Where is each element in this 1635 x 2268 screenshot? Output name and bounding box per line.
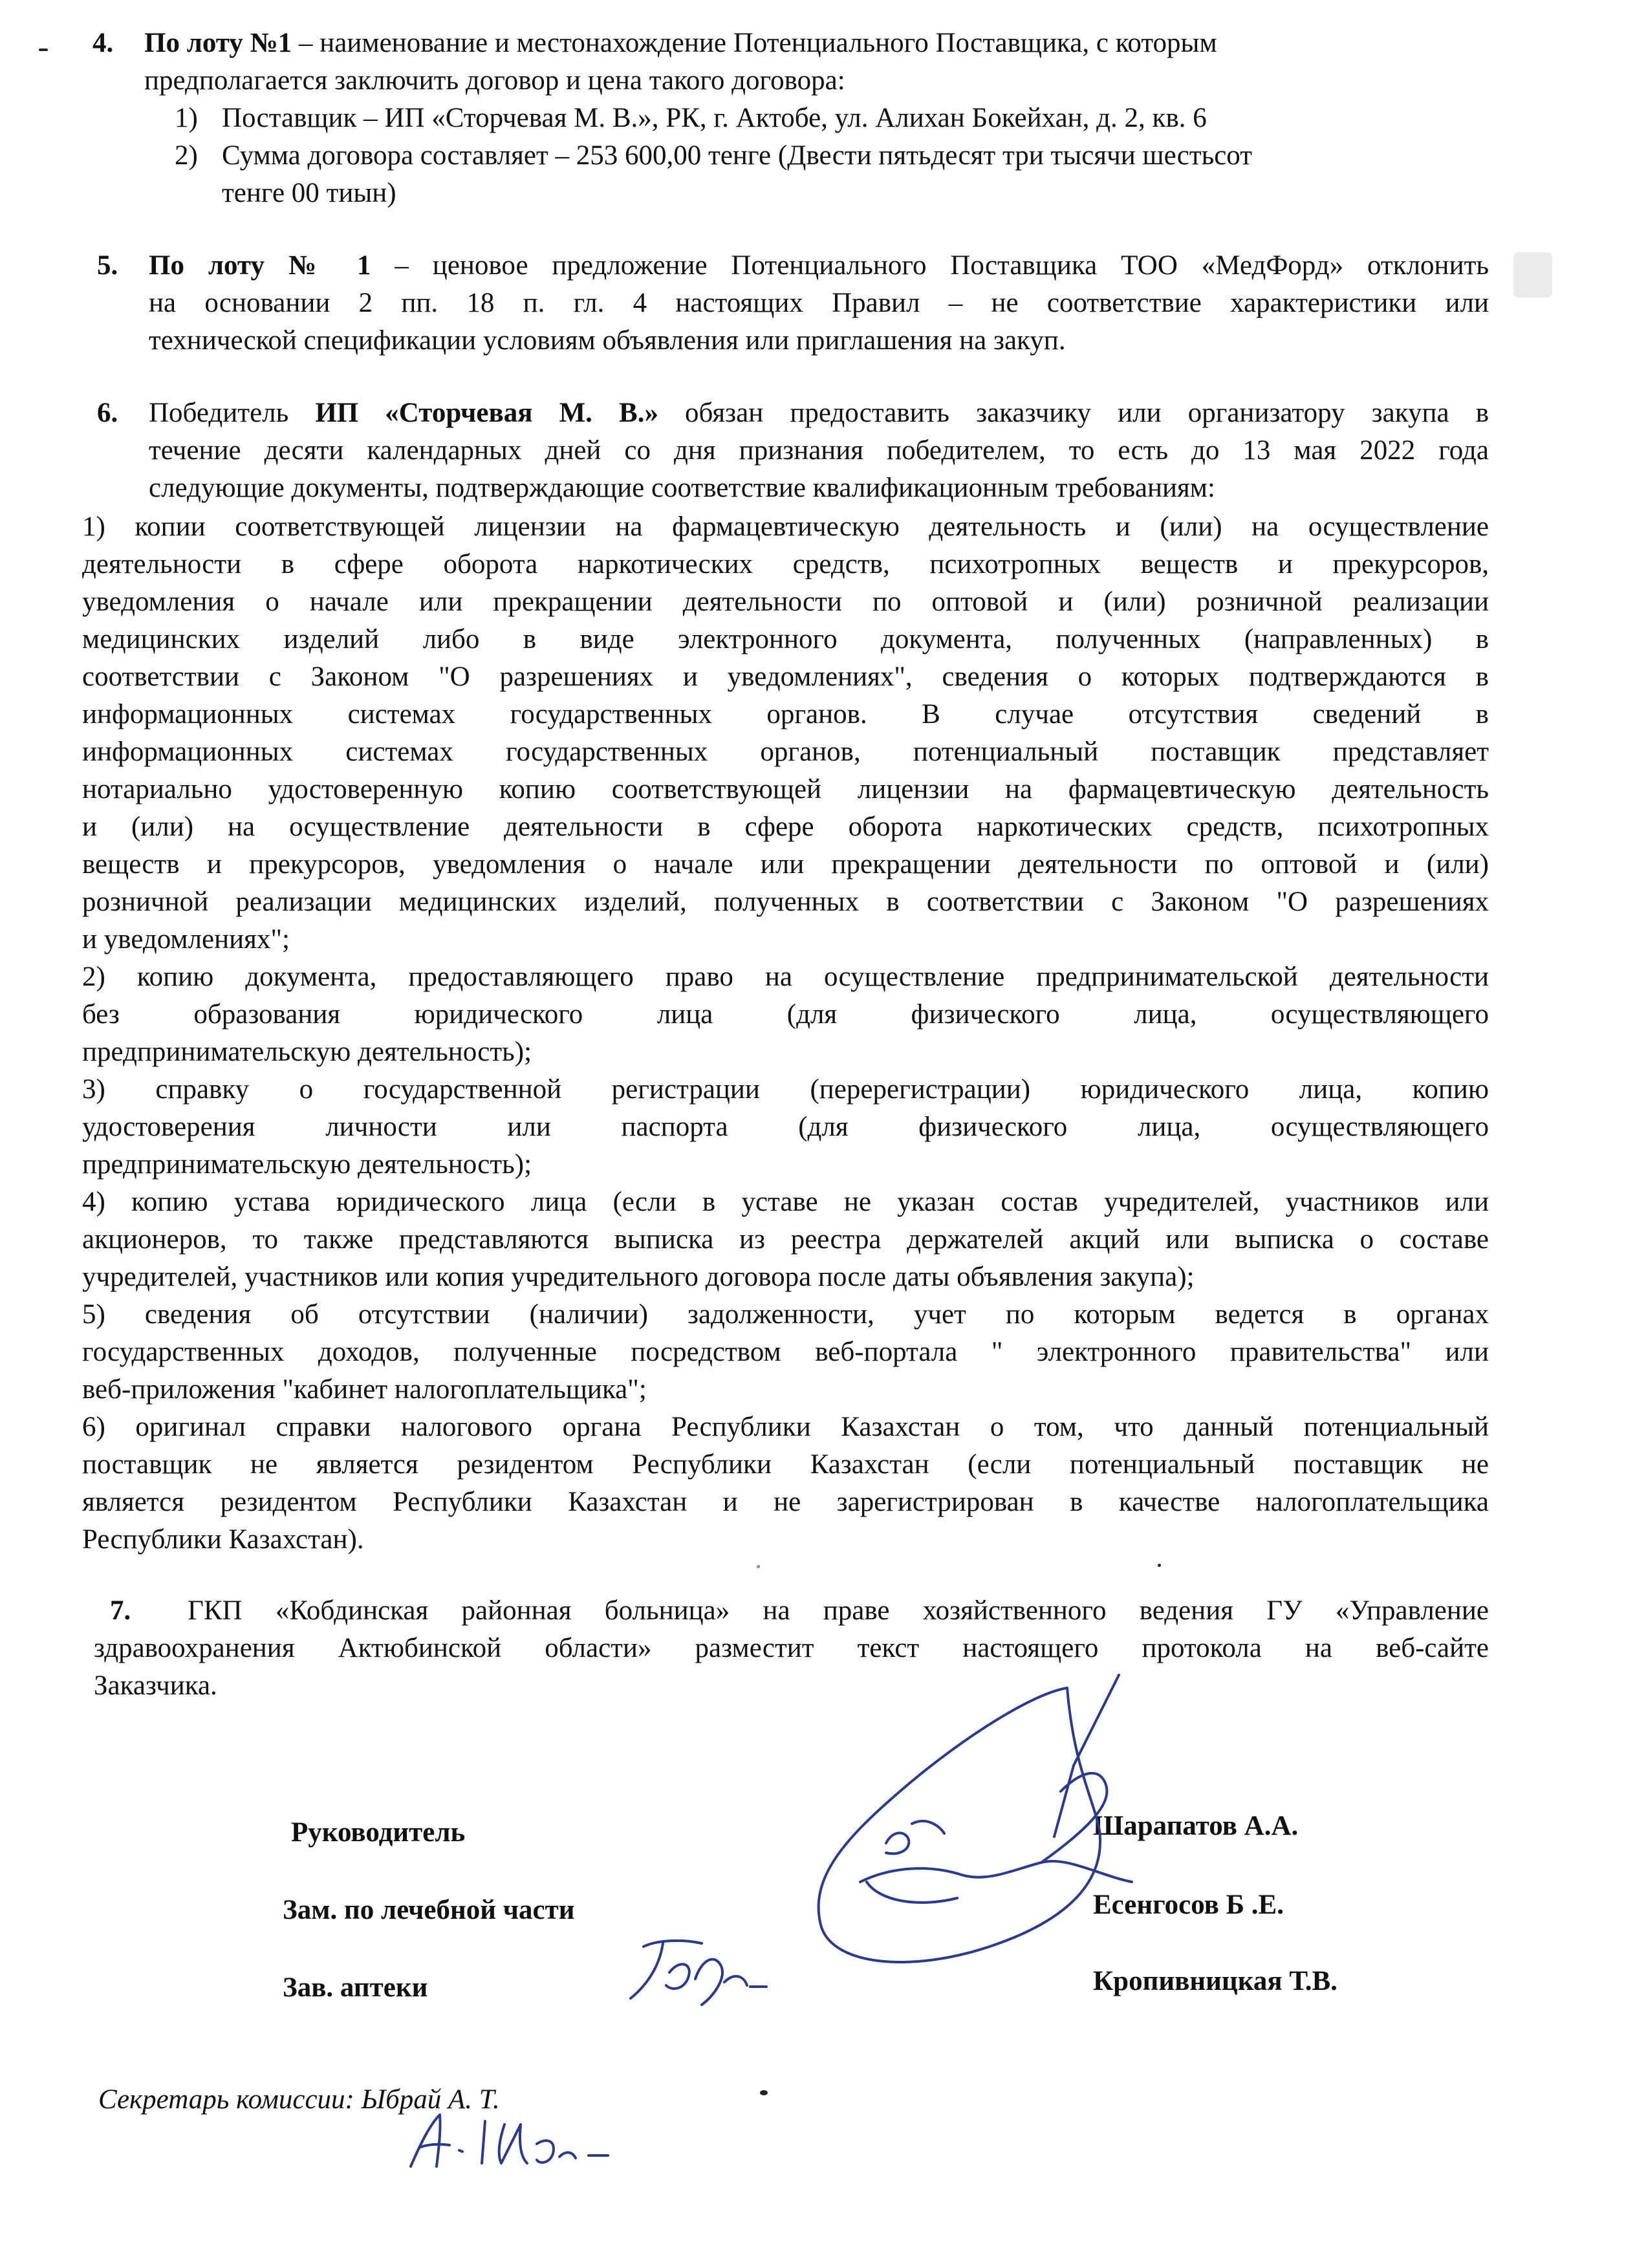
req-line: предпринимательскую деятельность); xyxy=(82,1149,532,1180)
role-pharmacy: Зав. аптеки xyxy=(283,1972,428,2003)
item-7-line-1: ГКП «Кобдинская районная больница» на праве хозяйственного ведения ГУ «Управление xyxy=(188,1595,1489,1626)
req-line: предпринимательскую деятельность); xyxy=(82,1037,532,1067)
pharmacy-signature-icon xyxy=(618,1934,773,2018)
item-5-line-1: По лоту № 1 – ценовое предложение Потенциального Поставщика ТОО «МедФорд» отклонить xyxy=(149,250,1489,281)
scan-smudge xyxy=(1513,252,1552,297)
item-5-line-2: на основании 2 пп. 18 п. гл. 4 настоящих Правил – не соответствие характеристики или xyxy=(149,288,1489,318)
item-4-heading-rest: – наименование и местонахождение Потенциального Поставщика, с которым xyxy=(292,28,1217,58)
item-7-number: 7. xyxy=(110,1595,131,1626)
scan-dot xyxy=(757,1565,760,1568)
item-6-winner: ИП «Сторчевая М. В.» xyxy=(315,398,658,428)
req-line: нотариально удостоверенную копию соответствующей лицензии на фармацевтическую деятельность xyxy=(82,774,1489,805)
item-6-line-2: течение десяти календарных дней со дня признания победителем, то есть до 13 мая 2022 года xyxy=(149,435,1489,466)
req-line: деятельности в сфере оборота наркотических средств, психотропных веществ и прекурсоров, xyxy=(82,549,1489,579)
req-line: уведомления о начале или прекращении деятельности по оптовой и (или) розничной реализации xyxy=(82,587,1489,617)
item-4-sub1-number: 1) xyxy=(175,103,198,133)
item-7-line-3: Заказчика. xyxy=(94,1670,217,1701)
req-line: без образования юридического лица (для физического лица, осуществляющего xyxy=(82,999,1489,1030)
item-4-amount-cont: тенге 00 тиын) xyxy=(222,178,396,208)
item-4-supplier: Поставщик – ИП «Сторчевая М. В.», РК, г. Актобе, ул. Алихан Бокейхан, д. 2, кв. 6 xyxy=(222,103,1207,133)
name-pharmacy: Кропивницкая Т.В. xyxy=(1093,1966,1337,1996)
role-head: Руководитель xyxy=(291,1817,466,1848)
req-line: является резидентом Республики Казахстан и не зарегистрирован в качестве налогоплательщика xyxy=(82,1487,1489,1517)
item-4-amount: Сумма договора составляет – 253 600,00 тенге (Двести пятьдесят три тысячи шестьсот xyxy=(222,140,1253,171)
req-line: акционеров, то также представляются выписка из реестра держателей акций или выписка о составе xyxy=(82,1224,1489,1255)
req-line: государственных доходов, полученные посредством веб-портала " электронного правительства" или xyxy=(82,1337,1489,1367)
name-head: Шарапатов А.А. xyxy=(1093,1811,1299,1841)
item-7-line-2: здравоохранения Актюбинской области» разместит текст настоящего протокола на веб-сайте xyxy=(94,1633,1489,1663)
head-signature-icon xyxy=(796,1669,1158,1979)
item-6-line-1: Победитель ИП «Сторчевая М. В.» обязан предоставить заказчику или организатору закупа в xyxy=(149,398,1489,428)
item-6-number: 6. xyxy=(97,398,118,428)
req-line: информационных системах государственных органов, потенциальный поставщик представляет xyxy=(82,737,1489,767)
role-deputy: Зам. по лечебной части xyxy=(283,1895,575,1925)
item-5-number: 5. xyxy=(97,250,118,281)
item-4-heading xyxy=(144,25,1217,62)
item-4-continuation: предполагается заключить договор и цена такого договора: xyxy=(144,65,845,96)
item-4-number: 4. xyxy=(92,28,114,58)
req-line: веб-приложения "кабинет налогоплательщика"; xyxy=(82,1374,647,1405)
scan-mark xyxy=(39,49,48,51)
req-line: розничной реализации медицинских изделий, полученных в соответствии с Законом "О разрешениях xyxy=(82,887,1489,917)
req-line: 3) справку о государственной регистрации (перерегистрации) юридического лица, копию xyxy=(82,1074,1489,1105)
req-line: удостоверения личности или паспорта (для физического лица, осуществляющего xyxy=(82,1112,1489,1142)
req-line: 1) копии соответствующей лицензии на фармацевтическую деятельность и (или) на осуществление xyxy=(82,512,1489,542)
secretary-line: Секретарь комиссии: Ыбрай А. Т. xyxy=(98,2084,500,2115)
req-line: и (или) на осуществление деятельности в сфере оборота наркотических средств, психотропных xyxy=(82,812,1489,842)
req-line: веществ и прекурсоров, уведомления о начале или прекращении деятельности по оптовой и (или) xyxy=(82,849,1489,880)
req-line: 6) оригинал справки налогового органа Республики Казахстан о том, что данный потенциальный xyxy=(82,1412,1489,1442)
item-4-sub2-number: 2) xyxy=(175,140,198,171)
item-4-lot: По лоту №1 xyxy=(144,28,292,58)
req-line: соответствии с Законом "О разрешениях и уведомлениях", сведения о которых подтверждаются в xyxy=(82,662,1489,692)
req-line: 2) копию документа, предоставляющего право на осуществление предпринимательской деятельности xyxy=(82,962,1489,992)
req-line: медицинских изделий либо в виде электронного документа, полученных (направленных) в xyxy=(82,624,1489,654)
scan-dot xyxy=(760,2090,768,2095)
scan-dot xyxy=(1158,1564,1161,1567)
item-5-lot: По лоту № 1 xyxy=(149,250,371,281)
req-line: 5) сведения об отсутствии (наличии) задолженности, учет по которым ведется в органах xyxy=(82,1299,1489,1330)
req-line: поставщик не является резидентом Республики Казахстан (если потенциальный поставщик не xyxy=(82,1449,1489,1480)
secretary-signature-icon xyxy=(401,2105,614,2176)
req-line: 4) копию устава юридического лица (если в уставе не указан состав учредителей, участников или xyxy=(82,1187,1489,1217)
item-6-line-3: следующие документы, подтверждающие соответствие квалификационным требованиям: xyxy=(149,473,1215,503)
req-line: Республики Казахстан). xyxy=(82,1524,364,1555)
name-deputy: Есенгосов Б .Е. xyxy=(1093,1890,1284,1920)
req-line: информационных системах государственных органов. В случае отсутствия сведений в xyxy=(82,699,1489,729)
req-line: учредителей, участников или копия учредительного договора после даты объявления закупа); xyxy=(82,1262,1195,1292)
item-5-line-3: технической спецификации условиям объявления или приглашения на закуп. xyxy=(149,325,1066,356)
req-line: и уведомлениях"; xyxy=(82,924,290,955)
